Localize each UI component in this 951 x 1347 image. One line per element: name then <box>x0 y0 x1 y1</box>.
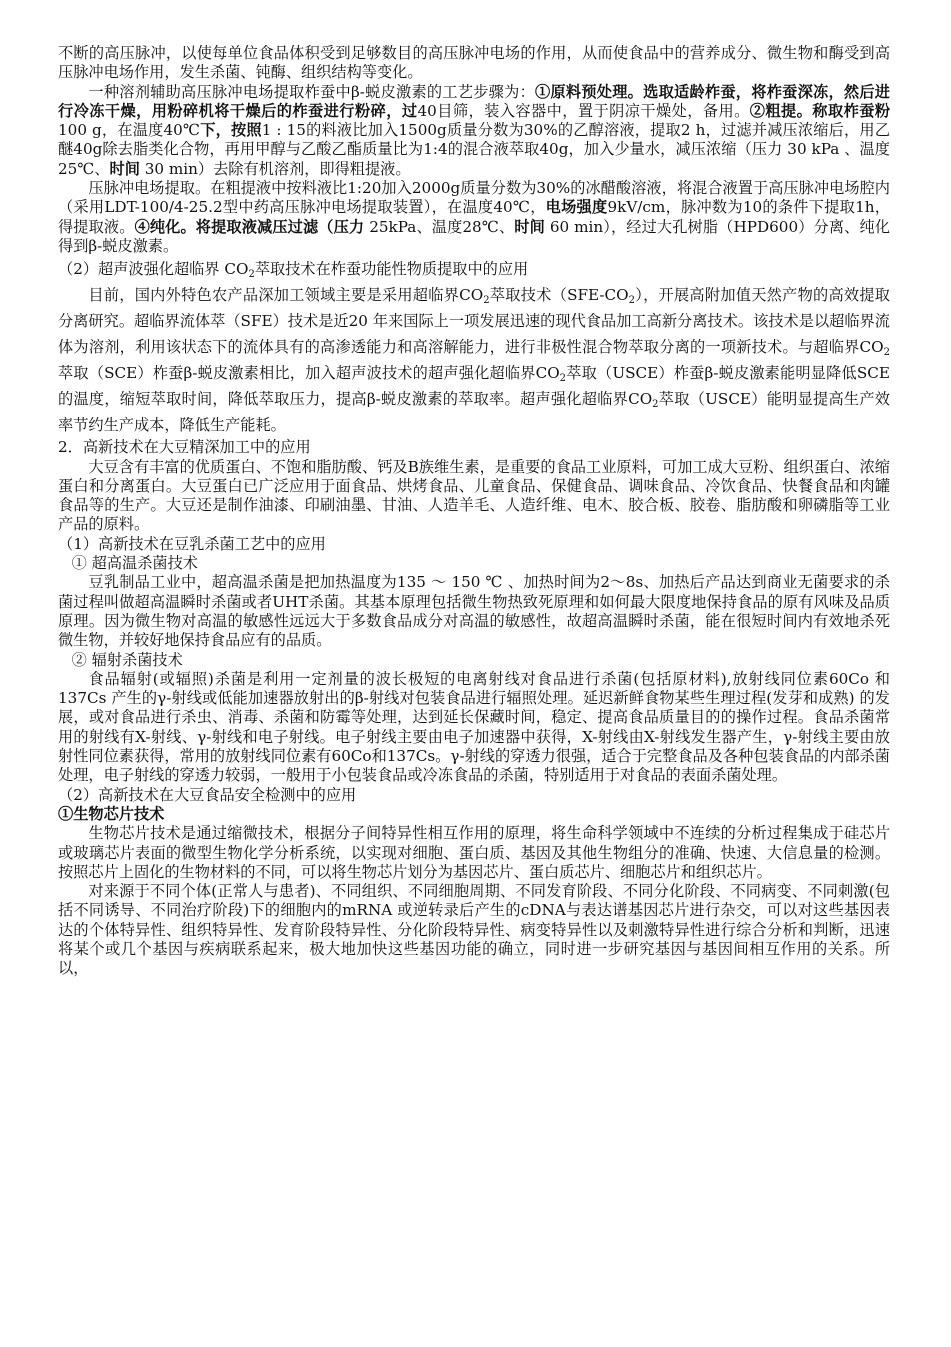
paragraph-gene-expression: 对来源于不同个体(正常人与患者)、不同组织、不同细胞周期、不同发育阶段、不同分化阶段、不同病变、不同刺激(包括不同诱导、不同治疗阶段)下的细胞内的mRNA 或逆转录后产生的cDNA与表达谱基因芯片进行杂交，可以对这些基因表达的个体特异性、组织特异性、发育阶段特异性、分化阶段特异性、病变特异性以及刺激特异性进行综合分析和判断，迅速将某个或几个基因与疾病联系起来，极大地加快这些基因功能的确立，同时进一步研究基因与基因间相互作用的关系。所以， <box>58 882 890 978</box>
heading-soybean-processing: 2．高新技术在大豆精深加工中的应用 <box>58 438 311 457</box>
paragraph-solvent-pef-steps: 一种溶剂辅助高压脉冲电场提取柞蚕中β-蜕皮激素的工艺步骤为：①原料预处理。选取适龄柞蚕，将柞蚕深冻，然后进行冷冻干燥，用粉碎机将干燥后的柞蚕进行粉碎，过40目筛，装入容器中，置于阴凉干燥处，备用。②粗提。称取柞蚕粉100 g，在温度40℃下，按照1 : 15的料液比加入1500g质量分数为30%的乙醇溶液，提取2 h，过滤并减压浓缩后，用乙醚40g除去脂类化合物，再用甲醇与乙酸乙酯质量比为1:4的混合液萃取40g，加入少量水，减压浓缩（压力 30 kPa 、温度 25℃、时间 30 min）去除有机溶剂，即得粗提液。 <box>58 82 891 178</box>
paragraph-pef-extraction: 压脉冲电场提取。在粗提液中按料液比1:20加入2000g质量分数为30%的冰醋酸溶液，将混合液置于高压脉冲电场腔内（采用LDT-100/4-25.2型中药高压脉冲电场提取装置），在温度40℃，电场强度9kV/cm，脉冲数为10的条件下提取1h，得提取液。④纯化。将提取液减压过滤（压力 25kPa、温度28℃、时间 60 min），经过大孔树脂（HPD600）分离、纯化得到β-蜕皮激素。 <box>58 179 890 255</box>
heading-uht-sterilization: ① 超高温杀菌技术 <box>71 554 198 573</box>
heading-food-safety-detection: （2）高新技术在大豆食品安全检测中的应用 <box>58 785 357 804</box>
heading-ultrasonic-sfe: （2）超声波强化超临界 $CO_2$萃取技术在柞蚕功能性物质提取中的应用 <box>58 260 529 281</box>
paragraph-biochip: 生物芯片技术是通过缩微技术，根据分子间特异性相互作用的原理，将生命科学领域中不连续的分析过程集成于硅芯片或玻璃芯片表面的微型生物化学分析系统，以实现对细胞、蛋白质、基因及其他生物组分的准确、快速、大信息量的检测。按照芯片上固化的生物材料的不同，可以将生物芯片划分为基因芯片、蛋白质芯片、细胞芯片和组织芯片。 <box>58 824 890 881</box>
document-page <box>58 44 890 979</box>
paragraph-soybean: 大豆含有丰富的优质蛋白、不饱和脂肪酸、钙及B族维生素，是重要的食品工业原料，可加工成大豆粉、组织蛋白、浓缩蛋白和分离蛋白。大豆蛋白已广泛应用于面食品、烘烤食品、儿童食品、保健食品、调味食品、冷饮食品、快餐食品和肉罐食品等的生产。大豆还是制作油漆、印刷油墨、甘油、人造羊毛、人造纤维、电木、胶合板、胶卷、脂肪酸和卵磷脂等工业产品的原料。 <box>58 457 890 534</box>
heading-soymilk-sterilization: （1）高新技术在豆乳杀菌工艺中的应用 <box>58 534 326 553</box>
heading-biochip: ①生物芯片技术 <box>58 804 165 823</box>
paragraph-uht: 豆乳制品工业中，超高温杀菌是把加热温度为135 ～ 150 ℃ 、加热时间为2～8s、加热后产品达到商业无菌要求的杀菌过程叫做超高温瞬时杀菌或者UHT杀菌。其基本原理包括微生物热致死原理和如何最大限度地保持食品的原有风味及品质原理。因为微生物对高温的敏感性远远大于多数食品成分对高温的敏感性，故超高温瞬时杀菌，能在很短时间内有效地杀死微生物，并较好地保持食品应有的品质。 <box>58 573 890 650</box>
paragraph-radiation: 食品辐射(或辐照)杀菌是利用一定剂量的波长极短的电离射线对食品进行杀菌(包括原材料),放射线同位素60Co 和137Cs 产生的γ-射线或低能加速器放射出的β-射线对包装食品进行辐照处理。延迟新鲜食物某些生理过程(发芽和成熟) 的发展，或对食品进行杀虫、消毒、杀菌和防霉等处理，达到延长保藏时间，稳定、提高食品质量目的的操作过程。食品杀菌常用的射线有X-射线、γ-射线和电子射线。电子射线主要由电子加速器中获得，X-射线由X-射线发生器产生，γ-射线主要由放射性同位素获得，常用的放射线同位素有60Co和137Cs。γ-射线的穿透力很强，适合于完整食品及各种包装食品的内部杀菌处理，电子射线的穿透力较弱，一般用于小包装食品或冷冻食品的杀菌，特别适用于对食品的表面杀菌处理。 <box>58 669 890 785</box>
paragraph-pef-intro: 不断的高压脉冲，以使每单位食品体积受到足够数目的高压脉冲电场的作用，从而使食品中的营养成分、微生物和酶受到高压脉冲电场作用，发生杀菌、钝酶、组织结构等变化。 <box>58 44 890 82</box>
paragraph-sfe-co2: 目前，国内外特色农产品深加工领域主要是采用超临界$CO_2$萃取技术$(SFE-CO_2)$，开展高附加值天然产物的高效提取分离研究。超临界流体萃（SFE）技术是近20 年来国际上一项发展迅速的现代食品加工高新分离技术。该技术是以超临界流体为溶剂，利用该状态下的流体具有的高渗透能力和高溶解能力，进行非极性混合物萃取分离的一项新技术。与超临界$CO_2$萃取（SCE）柞蚕β-蜕皮激素相比，加入超声波技术的超声强化超临界$CO_2$萃取（USCE）柞蚕β-蜕皮激素能明显降低SCE的温度，缩短萃取时间，降低萃取压力，提高β-蜕皮激素的萃取率。超声强化超临界$CO_2$萃取（USCE）能明显提高生产效率节约生产成本，降低生产能耗。 <box>58 286 890 435</box>
heading-radiation-sterilization: ② 辐射杀菌技术 <box>71 650 183 669</box>
